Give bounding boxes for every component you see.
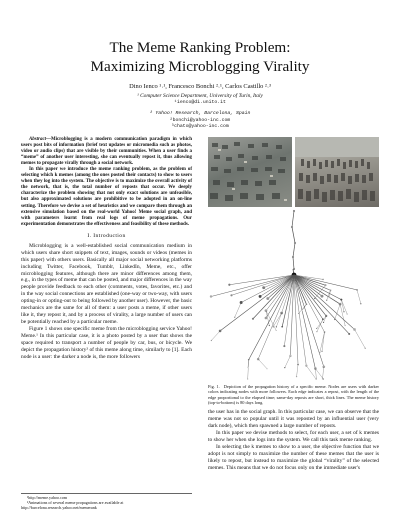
right-column [208, 137, 379, 472]
tree-node [283, 345, 285, 347]
tree-node [323, 322, 324, 323]
tree-edge [335, 304, 340, 319]
tree-node [356, 289, 358, 291]
tree-node [234, 317, 235, 318]
figure-1-caption-text: Depiction of the propagation history of a specific meme. Nodes are users with darker colors indicating nodes with more followers. Each edge indicates a repost, with the length of the edge proportional to the elapsed time; same-day reposts are short, thick lines. The meme history (top-to-bottom) is 80 days long. [208, 384, 379, 405]
intro-paragraph-1: Microblogging is a well-established social communication medium in which users share short snippets of text, images, sounds or videos (memes in this paper) with others users. Basically all major social networking platforms including Twitter, Facebook, Tumblr, LinkedIn, Meme, etc., offer microblogging features, although there are minor differences among them, e.g., in the types of meme that can be posted, and major differences in the way people provide feedback to each other (comments, votes, favorites, etc.) and in the way social connections are established (one-way or two-way, with users opting-in or opting-out to being followed by another user). However, the basic mechanics are the same for all of them: a user posts a meme, if other users like it, they repost it, and by a process of virality, a large number of users can be potentially reached by a particular meme. [21, 242, 192, 326]
tree-edge [327, 290, 331, 300]
footnote-2: ²Animations of several meme propagations are available at http://barcelona.research.yahoo.net/memerank [21, 499, 124, 510]
affiliation-2-email-2: ³chato@yahoo-inc.com [171, 124, 229, 130]
tree-edge [276, 313, 281, 327]
tree-node [348, 333, 350, 335]
tree-edge [292, 227, 295, 243]
figure-1-label: Fig. 1. [208, 384, 220, 389]
footnotes [21, 493, 192, 510]
title-line-2: Maximizing Microblogging Virality [90, 58, 310, 75]
tree-node [314, 298, 315, 299]
abstract-lead: Abstract [29, 137, 47, 142]
tree-edge [297, 365, 298, 377]
tree-node [322, 279, 324, 281]
tree-node [316, 331, 317, 332]
traffic-photo-left [208, 137, 292, 207]
intro-paragraph-2: Figure 1 shows one specific meme from the microblogging service Yahoo! Meme.¹ In this particular case, it is a photo posted by a user that shows the space required to transport a number of people by car, bus, or bicycle. We depict the propagation history² of this meme along time, similarly to [1]. Each node is a user: the darker a node is, the more followers [21, 326, 192, 360]
tree-node [305, 364, 307, 366]
tree-node [321, 351, 322, 352]
tree-edge [357, 290, 361, 304]
author-list: Dino Ienco ¹˒¹, Francesco Bonchi ²˒¹, Carlos Castillo ²˒³ [129, 83, 271, 90]
paper-title [20, 38, 380, 76]
abstract-paragraph-2: In this paper we introduce the meme ranking problem, as the problem of selecting which k memes (among the ones posted their contacts) to show to users when they log into the system. The objective is to maximize the overall activity of the network, that is, the total number of reposts that occur. We deeply characterize the problem showing that not only exact solutions are unfeasible, but also approximated solutions are prohibitive to be adopted in an on-line setting. Therefore we devise a set of heuristics and we compare them through an extensive simulation based on the real-world Yahoo! Meme social graph, and with parameters learnt from real logs of meme propagations. Our experimentation demonstrates the effectiveness and feasibility of these methods. [21, 167, 192, 227]
tree-edge [258, 359, 267, 369]
tree-edge [235, 302, 241, 317]
tree-node [340, 299, 342, 301]
tree-node [230, 294, 232, 296]
tree-node [259, 295, 262, 298]
figure-1-photos [208, 137, 379, 207]
right-paragraph-2: In this paper we devise methods to select, for each user, a set of k memes to show her when she logs into the system. We call this task meme ranking. [208, 429, 379, 443]
affiliation-1 [20, 93, 380, 106]
tree-node [252, 318, 254, 320]
tree-node [319, 352, 320, 353]
tree-node [292, 256, 294, 258]
tree-node [276, 330, 277, 331]
tree-node [339, 303, 342, 306]
tree-node [334, 319, 335, 320]
affiliation-1-email: ¹ienco@di.unito.it [174, 99, 226, 105]
tree-node [347, 313, 348, 314]
section-heading-introduction: I. Introduction [87, 232, 126, 239]
tree-node [345, 325, 346, 326]
tree-node [328, 297, 329, 298]
tree-node [316, 328, 317, 329]
tree-node [281, 326, 283, 328]
right-paragraph-1: the user has in the social graph. In this particular case, we can observe that the meme was not so popular until it was reposted by an influential user (very dark node), which then spawned a large number of reposts. [208, 409, 379, 429]
tree-node [293, 210, 295, 212]
tree-edge [324, 316, 327, 323]
tree-node [291, 226, 293, 228]
tree-node [266, 368, 267, 369]
propagation-tree-graphic [208, 209, 379, 381]
tree-node [343, 311, 344, 312]
tree-edge [317, 319, 323, 331]
tree-node [316, 378, 317, 379]
tree-edge [273, 313, 282, 327]
tree-node [247, 378, 248, 379]
abstract-text-1: —Microblogging is a modern communication paradigm in which users post bits of information (brief text updates or micromedia such as photos, video or audio clips) that are visible by their communities. When a user finds a “meme” of another user interesting, she can eventually repost it, thus allowing memes to propagate virally through a social network. [21, 137, 192, 167]
tree-node [265, 317, 268, 320]
tree-edge [355, 329, 366, 348]
tree-node [265, 309, 268, 312]
tree-node [266, 297, 269, 300]
footnote-1: ¹http://meme.yahoo.com [27, 495, 68, 500]
tree-node [296, 376, 297, 377]
tree-node [269, 325, 270, 326]
tree-edge [211, 275, 294, 297]
tree-node [210, 295, 212, 297]
tree-edge [322, 367, 323, 379]
tree-node [284, 367, 285, 368]
figure-1-propagation-tree [208, 209, 379, 381]
tree-node [276, 326, 277, 327]
tree-node [280, 312, 283, 315]
figure-1-caption [208, 384, 379, 405]
tree-node [326, 300, 327, 301]
title-line-1: The Meme Ranking Problem: [109, 39, 291, 56]
tree-edge [315, 369, 316, 379]
tree-edge [285, 356, 291, 368]
right-paragraph-3: In selecting the k memes to show to a user, the objective function that we adopt is not simply to maximize the number of these memes that the user is likely to repost, but instead to maximize the global “virality” of the selected memes. This means that we do not focus only on the immediate user's [208, 443, 379, 471]
affiliation-2-email-1: ²bonchi@yahoo-inc.com [169, 117, 231, 123]
tree-node [325, 315, 327, 317]
tree-node [211, 340, 212, 341]
traffic-photo-right [295, 137, 379, 207]
tree-edge [315, 369, 323, 379]
abstract-paragraph-1 [21, 137, 192, 167]
tree-node [298, 313, 299, 314]
affiliation-2 [20, 111, 380, 131]
tree-node [365, 348, 366, 349]
tree-node [322, 378, 323, 379]
tree-node [273, 326, 274, 327]
tree-edge [341, 300, 344, 312]
tree-node [262, 286, 265, 289]
tree-node [321, 295, 324, 298]
tree-node [360, 303, 361, 304]
tree-edge [211, 331, 220, 341]
tree-edge [293, 257, 294, 269]
left-column [21, 137, 192, 361]
tree-edge [302, 304, 306, 310]
tree-node [247, 367, 248, 368]
affiliation-2-institution: ² Yahoo! Research, Barcelona, Spain [149, 111, 251, 116]
tree-edge [293, 243, 295, 257]
tree-node [301, 310, 302, 311]
tree-node [294, 242, 296, 244]
tree-edge [292, 211, 294, 227]
tree-node [228, 284, 230, 286]
affiliation-1-institution: ¹ Computer Science Department, University of Turin, Italy [137, 93, 263, 99]
tree-node [353, 328, 356, 331]
